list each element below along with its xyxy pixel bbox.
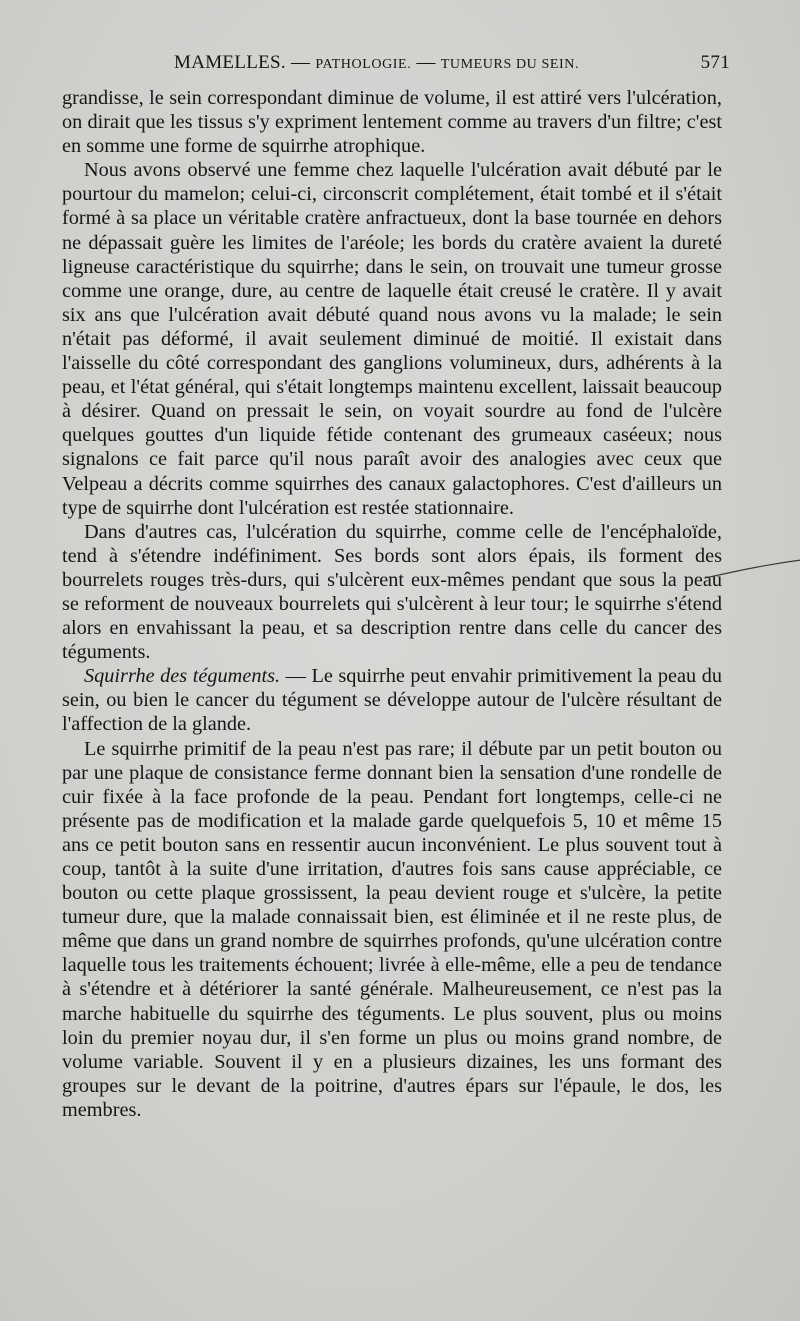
paragraph-skin-squirrhe: [62, 664, 722, 736]
paragraph-ulceration: Dans d'autres cas, l'ulcération du squirrhe, comme celle de l'encéphaloïde, tend à s'étendre indéfiniment. Ses bords sont alors épais, ils forment des bourrelets rouges très-durs, qui s'ulcèrent eux-mêmes pendant que sous la peau se reforment de nouveaux bourrelets qui s'ulcèrent à leur tour; le squirrhe s'étend alors en envahissant la peau, et sa description rentre dans celle du cancer des téguments.: [62, 520, 722, 664]
body-text: [62, 86, 722, 1122]
header-dash: —: [291, 52, 311, 73]
subheading-skin-squirrhe: Squirrhe des téguments.: [84, 665, 281, 688]
header-title: [174, 52, 579, 74]
skin-squirrhe-text: — Le squirrhe peut envahir primitivement la peau du sein, ou bien le cancer du tégument se développe autour de l'ulcère résultant de l'affection de la glande.: [62, 665, 722, 736]
paragraph-continued: grandisse, le sein correspondant diminue de volume, il est attiré vers l'ulcération, on dirait que les tissus s'y expriment lentement comme au travers d'un filtre; c'est en somme une forme de squirrhe atrophique.: [62, 87, 722, 158]
header-topic: TUMEURS DU SEIN.: [440, 57, 580, 72]
page-number: 571: [700, 52, 730, 73]
paragraph-primary-skin: Le squirrhe primitif de la peau n'est pas rare; il débute par un petit bouton ou par une plaque de consistance ferme donnant bien la sensation d'une rondelle de cuir fixée à la face profonde de la peau. Pendant fort longtemps, celle-ci ne présente pas de modification et la malade garde quelquefois 5, 10 et même 15 ans ce petit bouton sans en ressentir aucun inconvénient. Le plus souvent tout à coup, tantôt à la suite d'une irritation, d'autres fois sans cause appréciable, ce bouton ou cette plaque grossissent, la peau devient rouge et s'ulcère, la petite tumeur dure, que la malade connaissait bien, est éliminée et il ne reste plus, de même que dans un grand nombre de squirrhes profonds, qu'une ulcération contre laquelle tous les traitements échouent; livrée à elle-même, elle a peu de tendance à s'étendre et à détériorer la santé générale. Malheureusement, ce n'est pas la marche habituelle du squirrhe des téguments. Le plus souvent, plus ou moins loin du premier noyau dur, il s'en forme un plus ou moins grand nombre, de volume variable. Souvent il y en a plusieurs dizaines, les uns formant des groupes sur le devant de la poitrine, d'autres épars sur l'épaule, le dos, les membres.: [62, 737, 722, 1121]
header-subsection: PATHOLOGIE.: [315, 57, 412, 72]
header-dash: —: [416, 52, 436, 73]
header-section: MAMELLES.: [174, 52, 286, 73]
paragraph-case-report: Nous avons observé une femme chez laquelle l'ulcération avait débuté par le pourtour du mamelon; celui-ci, circonscrit complétement, était tombé et il s'était formé à sa place un véritable cratère anfractueux, dont la base tournée en dehors ne dépassait guère les limites de l'aréole; les bords du cratère avaient la dureté ligneuse caractéristique du squirrhe; dans le sein, on trouvait une tumeur grosse comme une orange, dure, au centre de laquelle était creusé le cratère. Il y avait six ans que l'ulcération avait débuté quand nous avons vu la malade; le sein n'était pas déformé, il avait seulement diminué de moitié. Il existait dans l'aisselle du côté correspondant des ganglions volumineux, durs, adhérents à la peau, et l'état général, qui s'était longtemps maintenu excellent, laissait beaucoup à désirer. Quand on pressait le sein, on voyait sourdre au fond de l'ulcère quelques gouttes d'un liquide fétide contenant des grumeaux caséeux; nous signalons ce fait parce qu'il nous paraît avoir des analogies avec ceux que Velpeau a décrits comme squirrhes des canaux galactophores. C'est d'ailleurs un type de squirrhe dont l'ulcération est restée stationnaire.: [62, 159, 722, 519]
running-header: [62, 52, 730, 82]
margin-pen-stroke: [703, 558, 800, 582]
